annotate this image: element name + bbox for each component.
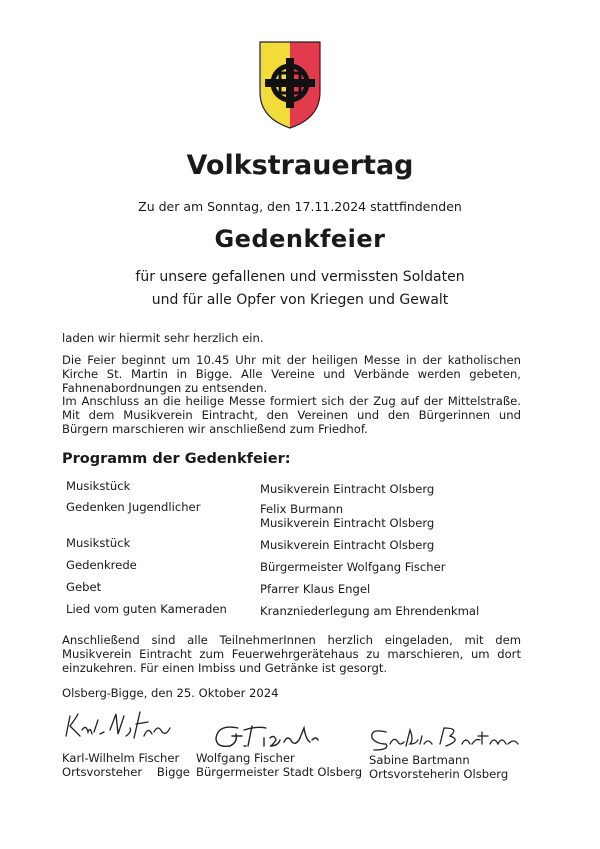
municipal-coat-of-arms-icon [258,40,322,130]
place-and-date: Olsberg-Bigge, den 25. Oktober 2024 [62,686,279,700]
closing-paragraph: Anschließend sind alle TeilnehmerInnen herzlich eingeladen, mit dem Musikverein Eintracht zum Feuerwehrgerätehaus zu marschieren, um dort einzukehren. Für einen Imbiss und Getränke ist gesorgt. [62,633,521,675]
program-performer: Felix Burmann [260,502,344,516]
schedule-paragraph: Die Feier beginnt um 10.45 Uhr mit der heiligen Messe in der katholischen Kirche St. Martin in Bigge. Alle Vereine und Verbände werden gebeten, Fahnenabordnungen zu entsenden. [62,353,521,395]
signatory-role: Ortsvorsteherin Olsberg [369,767,509,781]
program-item: Musikstück [66,479,131,493]
program-item: Musikstück [66,536,131,550]
document-title: Volkstrauertag [186,150,414,181]
invitation-date-line: Zu der am Sonntag, den 17.11.2024 stattfindenden [138,199,462,214]
program-item: Gedenken Jugendlicher [66,500,201,514]
program-item: Gedenkrede [66,558,137,572]
program-heading: Programm der Gedenkfeier: [62,451,291,467]
signatory-name: Wolfgang Fischer [196,751,295,765]
program-item: Lied vom guten Kameraden [66,602,227,616]
signatory-name: Karl-Wilhelm Fischer [62,751,180,765]
signature-karl-wilhelm-fischer [60,706,190,746]
signature-wolfgang-fischer [208,716,328,756]
program-performer: Pfarrer Klaus Engel [260,582,371,596]
signatory-name: Sabine Bartmann [369,753,470,767]
dedication-line-2: und für alle Opfer von Kriegen und Gewalt [151,292,449,308]
event-title: Gedenkfeier [214,225,386,253]
procession-paragraph: Im Anschluss an die heilige Messe formiert sich der Zug auf der Mittelstraße. Mit dem Musikverein Eintracht, den Vereinen und den Bürgerinnen und Bürgern marschieren wir anschließend zum Friedhof. [62,394,521,436]
signature-sabine-bartmann [366,722,526,756]
greeting-text: laden wir hiermit sehr herzlich ein. [62,331,264,345]
program-item: Gebet [66,580,102,594]
program-performer: Musikverein Eintracht Olsberg [260,538,435,552]
signatory-role: Bürgermeister Stadt Olsberg [196,765,363,779]
program-performer: Kranzniederlegung am Ehrendenkmal [260,604,480,618]
program-performer-secondary: Musikverein Eintracht Olsberg [260,516,435,530]
program-performer: Bürgermeister Wolfgang Fischer [260,560,446,574]
dedication-line-1: für unsere gefallenen und vermissten Soldaten [135,269,465,285]
signatory-role: Ortsvorsteher Bigge [62,765,190,779]
program-performer: Musikverein Eintracht Olsberg [260,482,435,496]
